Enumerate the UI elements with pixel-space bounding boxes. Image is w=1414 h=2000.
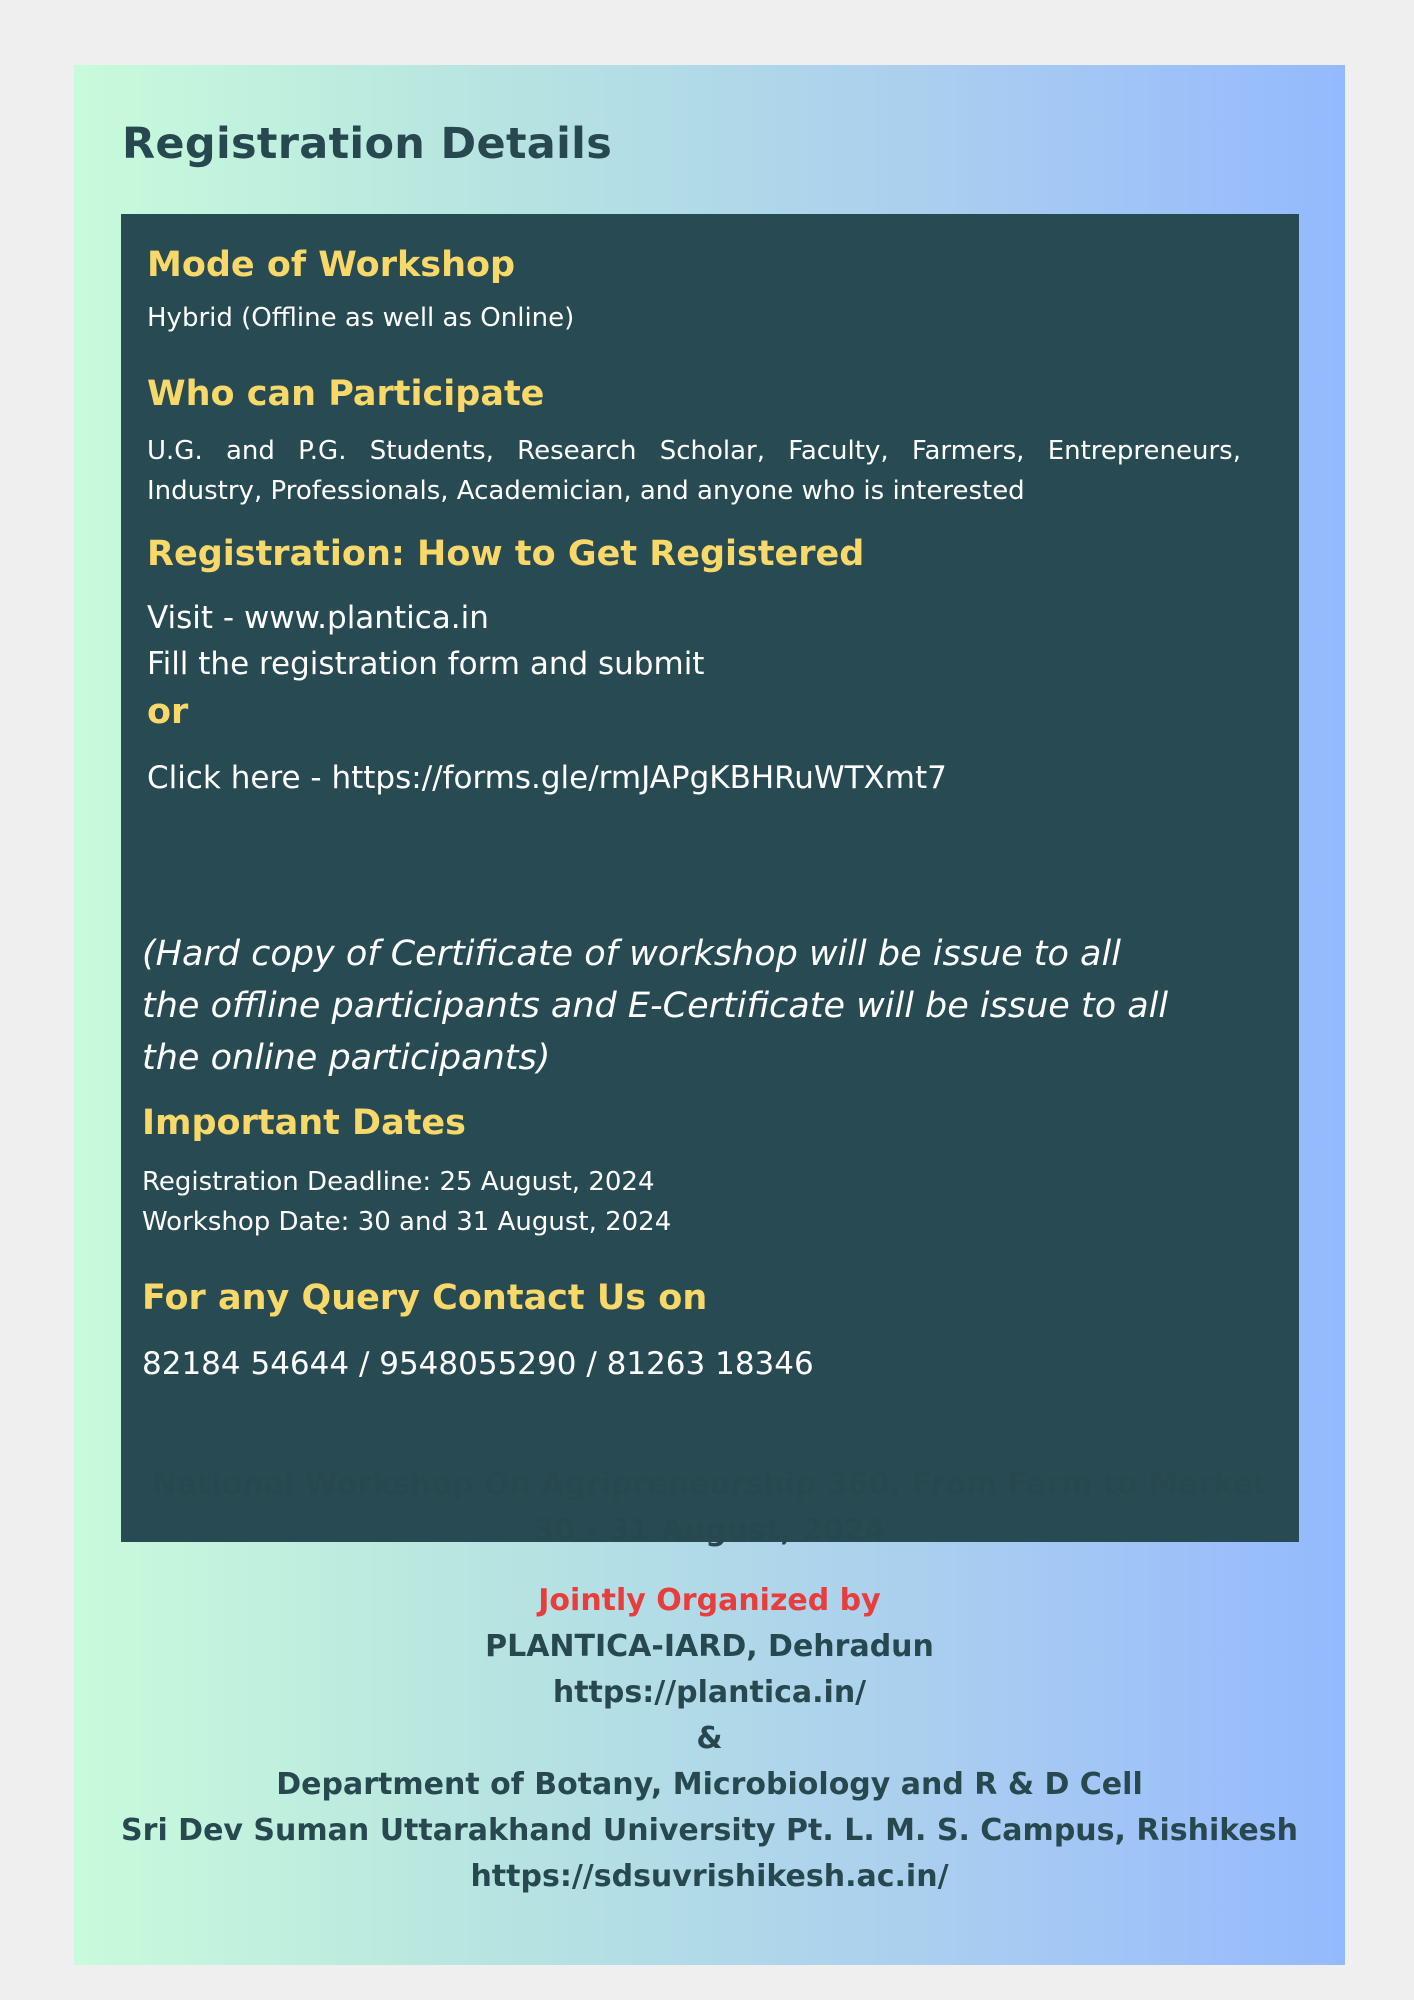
organizer-university-url[interactable]: https://sdsuvrishikesh.ac.in/ bbox=[470, 1859, 949, 1894]
certificate-note-line-3: the online participants) bbox=[142, 1038, 551, 1078]
organizer-university: Sri Dev Suman Uttarakhand University Pt. L. M. S. Campus, Rishikesh bbox=[121, 1813, 1298, 1848]
certificate-note bbox=[142, 928, 1241, 1084]
details-panel bbox=[121, 214, 1299, 1542]
certificate-note-line-2: the offline participants and E-Certificate will be issue to all bbox=[142, 986, 1169, 1026]
participants-heading: Who can Participate bbox=[147, 374, 545, 414]
mode-text: Hybrid (Offline as well as Online) bbox=[147, 303, 575, 333]
organizer-plantica-url[interactable]: https://plantica.in/ bbox=[552, 1675, 867, 1710]
registration-form-link[interactable]: Click here - https://forms.gle/rmJAPgKBHRuWTXmt7 bbox=[147, 760, 947, 796]
workshop-date: Workshop Date: 30 and 31 August, 2024 bbox=[142, 1207, 672, 1237]
organizer-plantica: PLANTICA-IARD, Dehradun bbox=[485, 1629, 934, 1664]
registration-heading: Registration: How to Get Registered bbox=[147, 534, 865, 574]
organizer-department: Department of Botany, Microbiology and R & D Cell bbox=[276, 1767, 1143, 1802]
footer-workshop-info bbox=[74, 1462, 1345, 1554]
footer-organizers bbox=[74, 1578, 1345, 1900]
organized-by-label: Jointly Organized by bbox=[538, 1583, 881, 1618]
mode-section bbox=[147, 244, 1241, 338]
registration-form-text: Fill the registration form and submit bbox=[147, 646, 705, 682]
workshop-title: National Workshop On Agripreneurship 360: From Farm to Market bbox=[151, 1467, 1268, 1502]
dates-heading: Important Dates bbox=[142, 1103, 467, 1143]
registration-deadline: Registration Deadline: 25 August, 2024 bbox=[142, 1167, 655, 1197]
registration-section bbox=[147, 533, 1241, 801]
contact-section bbox=[142, 1277, 1241, 1387]
registration-visit-text: Visit - www.plantica.in bbox=[147, 600, 489, 636]
registration-page bbox=[74, 65, 1345, 1965]
page-title: Registration Details bbox=[122, 119, 613, 169]
mode-heading: Mode of Workshop bbox=[147, 245, 516, 285]
registration-or-label: or bbox=[147, 692, 189, 732]
contact-heading: For any Query Contact Us on bbox=[142, 1278, 708, 1318]
dates-section bbox=[142, 1102, 1241, 1242]
participants-section bbox=[147, 373, 1241, 511]
certificate-note-line-1: (Hard copy of Certificate of workshop will be issue to all bbox=[142, 934, 1121, 974]
participants-text: U.G. and P.G. Students, Research Scholar, Faculty, Farmers, Entrepreneurs, Industry, Professionals, Academician, and anyone who is interested bbox=[147, 436, 1241, 506]
workshop-date-range: 30 - 31 August, 2024 bbox=[533, 1513, 886, 1548]
contact-phones: 82184 54644 / 9548055290 / 81263 18346 bbox=[142, 1346, 814, 1382]
ampersand: & bbox=[696, 1721, 723, 1756]
